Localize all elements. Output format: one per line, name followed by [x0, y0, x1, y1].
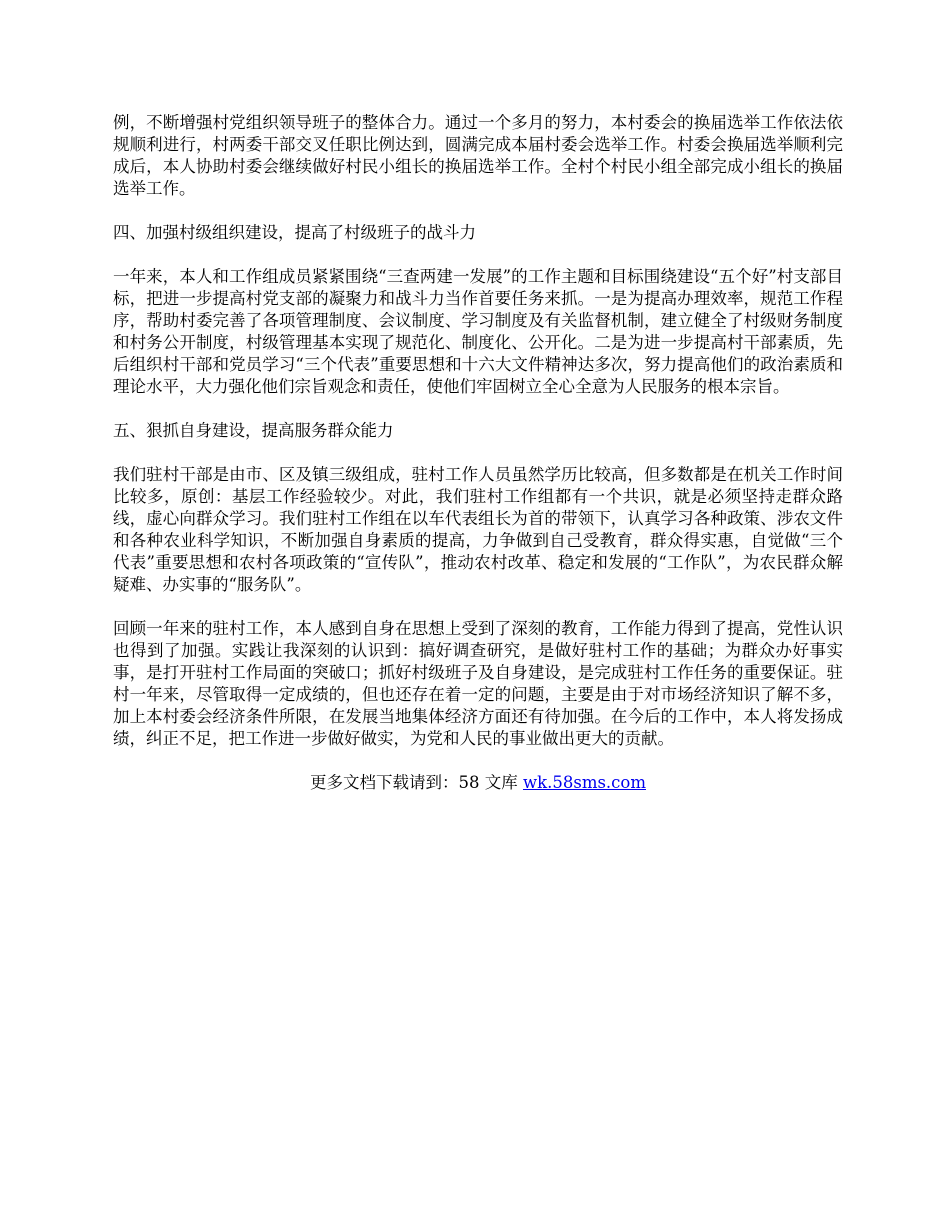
document-page	[113, 112, 843, 794]
paragraph-4: 回顾一年来的驻村工作，本人感到自身在思想上受到了深刻的教育，工作能力得到了提高，党性认识也得到了加强。实践让我深刻的认识到：搞好调查研究，是做好驻村工作的基础；为群众办好事实事，是打开驻村工作局面的突破口；抓好村级班子及自身建设，是完成驻村工作任务的重要保证。驻村一年来，尽管取得一定成绩的，但也还存在着一定的问题，主要是由于对市场经济知识了解不多，加上本村委会经济条件所限，在发展当地集体经济方面还有待加强。在今后的工作中，本人将发扬成绩，纠正不足，把工作进一步做好做实，为党和人民的事业做出更大的贡献。	[113, 619, 843, 748]
footer-text: 更多文档下载请到：58 文库	[309, 773, 523, 792]
footer	[113, 772, 843, 794]
paragraph-1: 例，不断增强村党组织领导班子的整体合力。通过一个多月的努力，本村委会的换届选举工作依法依规顺利进行，村两委干部交叉任职比例达到，圆满完成本届村委会选举工作。村委会换届选举顺利完成后，本人协助村委会继续做好村民小组长的换届选举工作。全村个村民小组全部完成小组长的换届选举工作。	[113, 113, 843, 198]
section-heading-4: 四、加强村级组织建设，提高了村级班子的战斗力	[113, 223, 476, 242]
footer-link[interactable]: wk.58sms.com	[522, 773, 646, 792]
paragraph-2: 一年来，本人和工作组成员紧紧围绕“三查两建一发展”的工作主题和目标围绕建设“五个好”村支部目标，把进一步提高村党支部的凝聚力和战斗力当作首要任务来抓。一是为提高办理效率，规范工作程序，帮助村委完善了各项管理制度、会议制度、学习制度及有关监督机制，建立健全了村级财务制度和村务公开制度，村级管理基本实现了规范化、制度化、公开化。二是为进一步提高村干部素质，先后组织村干部和党员学习“三个代表”重要思想和十六大文件精神达多次，努力提高他们的政治素质和理论水平，大力强化他们宗旨观念和责任，使他们牢固树立全心全意为人民服务的根本宗旨。	[113, 267, 843, 396]
section-heading-5: 五、狠抓自身建设，提高服务群众能力	[113, 421, 394, 440]
paragraph-3: 我们驻村干部是由市、区及镇三级组成，驻村工作人员虽然学历比较高，但多数都是在机关工作时间比较多，原创：基层工作经验较少。对此，我们驻村工作组都有一个共识，就是必须坚持走群众路线，虚心向群众学习。我们驻村工作组在以车代表组长为首的带领下，认真学习各种政策、涉农文件和各种农业科学知识，不断加强自身素质的提高，力争做到自己受教育，群众得实惠，自觉做“三个代表”重要思想和农村各项政策的“宣传队”，推动农村改革、稳定和发展的“工作队”，为农民群众解疑难、办实事的“服务队”。	[113, 465, 843, 594]
